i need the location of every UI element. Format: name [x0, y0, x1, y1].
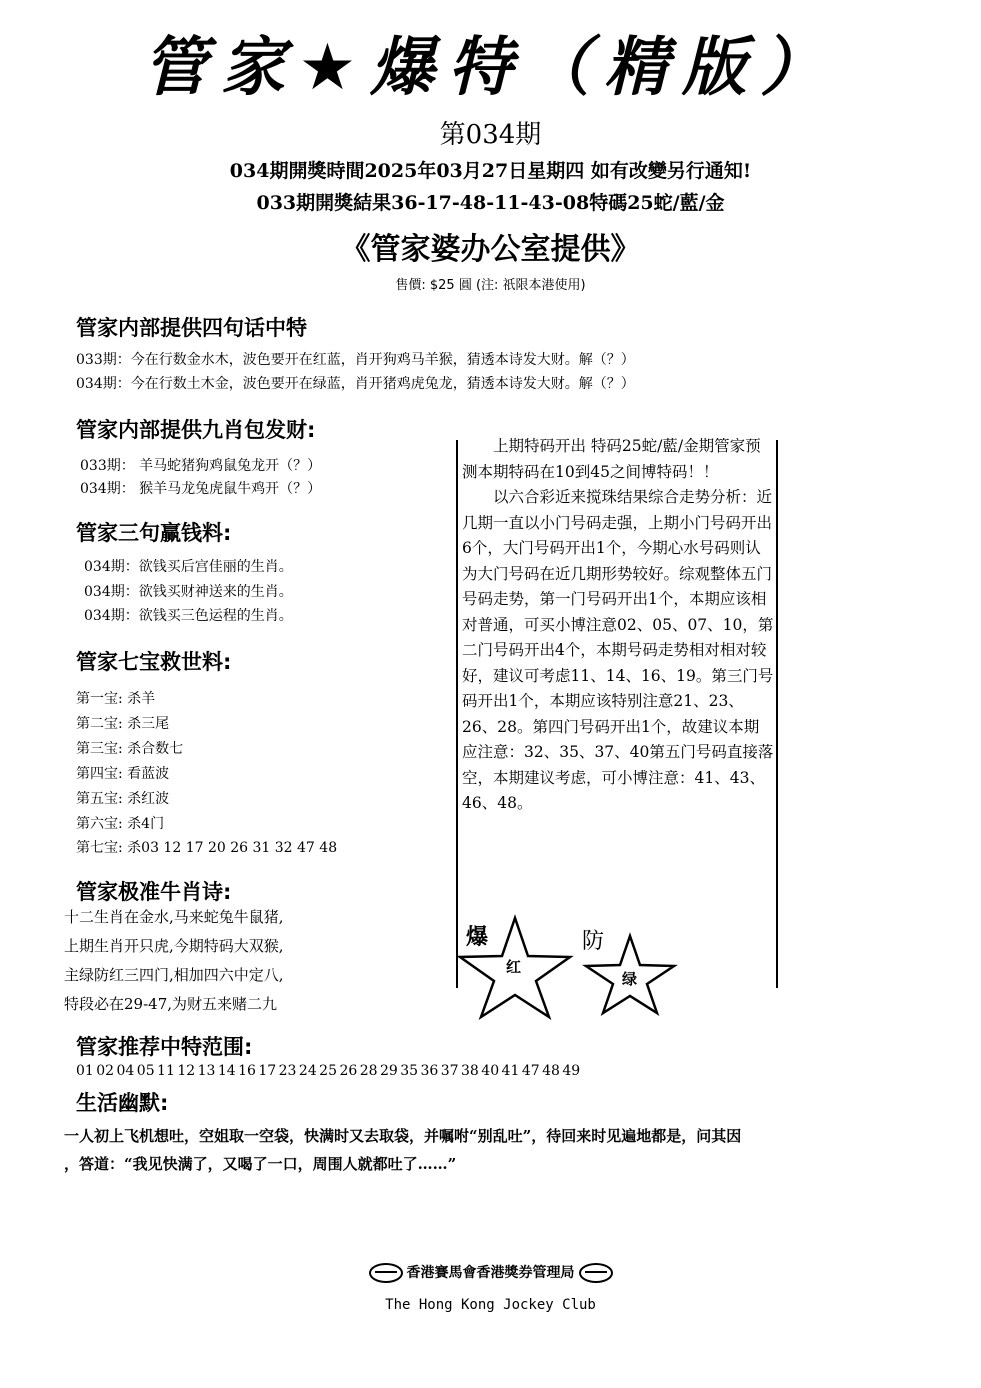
text-line: 034期：欲钱买三色运程的生肖。: [84, 608, 293, 624]
text-line: 033期： 羊马蛇猪狗鸡鼠兔龙开（？）: [80, 458, 322, 474]
analysis-paragraph-2: 以六合彩近来搅珠结果综合走势分析：近几期一直以小门号码走强，上期小门号码开出6个，大门号码开出1个，今期心水号码则认为大门号码在近几期形势较好。综观整体五门号码走势，第一门号码开出1个，本期应该相对普通，可买小博注意02、05、07、10，第二门号码开出4个，本期号码走势相对相对较好，建议可考虑11、14、16、19。第三门号码开出1个，本期应该特别注意21、23、26、28。第四门号码开出1个，故建议本期应注意：32、35、37、40第五门号码直接落空，本期建议考虑，可小博注意：41、43、46、48。: [462, 488, 774, 812]
poem-line: 上期生肖开只虎,今期特码大双猴,: [64, 937, 284, 955]
provider-line: 《管家婆办公室提供》: [340, 232, 641, 267]
section-heading-recommended-range: 管家推荐中特范围:: [76, 1035, 253, 1059]
issue-number: 第034期: [439, 120, 542, 150]
star-label-explode: 爆: [466, 925, 489, 950]
star-inner-red: 红: [506, 958, 522, 976]
text-line: 034期：今在行数土木金，波色要开在绿蓝，肖开猪鸡虎兔龙，猜透本诗发大财。解（？）: [76, 376, 635, 392]
text-line: 034期： 猴羊马龙兔虎鼠牛鸡开（？）: [80, 481, 322, 497]
recommended-numbers: 01 02 04 05 11 12 13 14 16 17 23 24 25 26 28 29 35 36 37 38 40 41 47 48 49: [76, 1063, 581, 1079]
text-line: 034期：欲钱买财神送来的生肖。: [84, 584, 293, 600]
analysis-text: [462, 434, 774, 817]
last-result: 033期開獎結果36-17-48-11-43-08特碼25蛇/藍/金: [256, 192, 725, 214]
footer-english-name: The Hong Kong Jockey Club: [385, 1297, 596, 1313]
footer-org-text: 香港賽馬會香港獎券管理局: [406, 1265, 575, 1281]
price-note: 售價: $25 圓 (注: 祇限本港使用): [395, 278, 586, 293]
section-heading-nine-zodiac: 管家内部提供九肖包发财:: [76, 418, 316, 442]
poem-line: 特段必在29-47,为财五来赌二九: [64, 995, 278, 1013]
text-line: 第五宝: 杀红波: [76, 791, 170, 807]
joke-line: 一人初上飞机想吐，空姐取一空袋，快满时又去取袋，并嘱咐“别乱吐”，待回来时见遍地都是，问其因: [64, 1127, 742, 1145]
stars-graphic: [458, 910, 698, 1020]
star-label-guard: 防: [582, 929, 605, 954]
draw-time-notice: 034期開獎時間2025年03月27日星期四 如有改變另行通知!: [229, 160, 752, 182]
poem-line: 十二生肖在金水,马来蛇兔牛鼠猪,: [64, 908, 284, 926]
section-heading-zodiac-poem: 管家极准牛肖诗:: [76, 880, 232, 904]
text-line: 第二宝: 杀三尾: [76, 716, 170, 732]
text-line: 第四宝: 看蓝波: [76, 766, 170, 782]
text-line: 第三宝: 杀合数七: [76, 741, 184, 757]
section-heading-four-sentences: 管家内部提供四句话中特: [76, 316, 307, 340]
text-line: 第一宝: 杀羊: [76, 691, 156, 707]
section-heading-three-sentences: 管家三句赢钱料:: [76, 521, 232, 545]
section-heading-seven-treasures: 管家七宝救世料:: [76, 650, 232, 674]
footer-org-name: [0, 1262, 981, 1283]
star-inner-green: 绿: [622, 970, 638, 988]
text-line: 第六宝: 杀4门: [76, 816, 165, 832]
text-line: 第七宝: 杀03 12 17 20 26 31 32 47 48: [76, 840, 338, 856]
text-line: 034期：欲钱买后宫佳丽的生肖。: [84, 559, 293, 575]
jockey-club-logo-icon: [579, 1263, 613, 1283]
text-line: 033期：今在行数金水木，波色要开在红蓝，肖开狗鸡马羊猴，猜透本诗发大财。解（？）: [76, 352, 635, 368]
page-title: 管家★爆特（精版）: [142, 31, 839, 105]
section-heading-humor: 生活幽默:: [76, 1091, 169, 1115]
poem-line: 主绿防红三四门,相加四六中定八,: [64, 966, 284, 984]
jockey-club-logo-icon: [369, 1263, 403, 1283]
analysis-paragraph-1: 上期特码开出 特码25蛇/藍/金期管家预测本期特码在10到45之间博特码！！: [462, 437, 761, 481]
joke-line: ，答道：“我见快满了，又喝了一口，周围人就都吐了……”: [64, 1155, 457, 1173]
